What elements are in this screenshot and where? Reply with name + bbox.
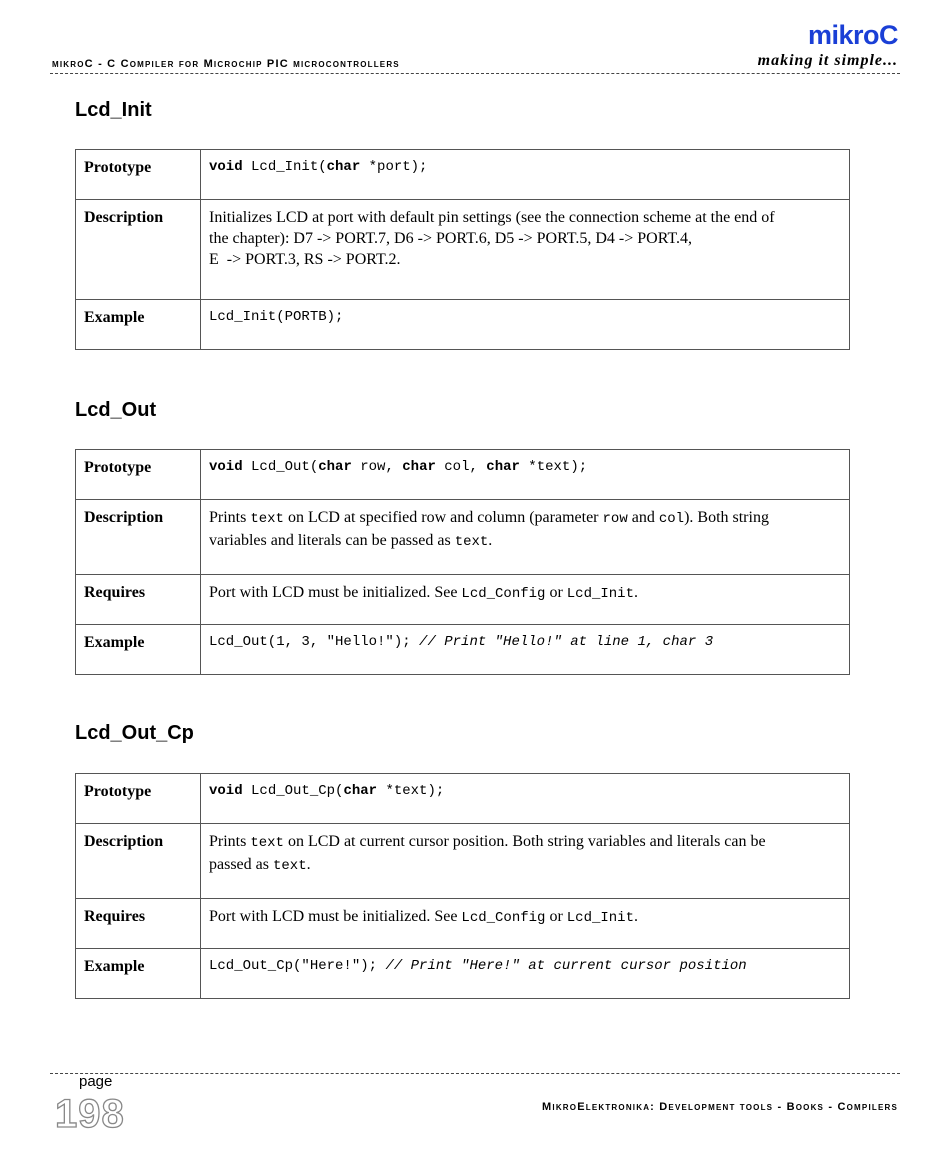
description-label: Description [76, 824, 201, 899]
lcd-init-table [75, 149, 850, 350]
table-row [76, 774, 850, 824]
example-label: Example [76, 300, 201, 350]
tagline: making it simple... [757, 52, 898, 69]
requires-text: Port with LCD must be initialized. See Lcd_Config or Lcd_Init. [201, 575, 850, 625]
prototype-label: Prototype [76, 774, 201, 824]
section-title-lcd-out-cp: Lcd_Out_Cp [75, 722, 194, 744]
header-title: mikroC - C Compiler for Microchip PIC microcontrollers [52, 58, 400, 70]
example-label: Example [76, 949, 201, 999]
description-text: Initializes LCD at port with default pin settings (see the connection scheme at the end of the chapter): D7 -> PORT.7, D6 -> PORT.6, D5 -> PORT.5, D4 -> PORT.4, E -> PORT.3, RS -> PORT.2. [201, 200, 850, 300]
example-code: Lcd_Out_Cp("Here!"); // Print "Here!" at current cursor position [201, 949, 850, 999]
description-label: Description [76, 500, 201, 575]
prototype-label: Prototype [76, 450, 201, 500]
prototype-code: void Lcd_Out(char row, char col, char *text); [201, 450, 850, 500]
section-title-lcd-out: Lcd_Out [75, 399, 157, 421]
table-row [76, 824, 850, 899]
table-row [76, 575, 850, 625]
table-row [76, 300, 850, 350]
table-row [76, 899, 850, 949]
example-code: Lcd_Init(PORTB); [201, 300, 850, 350]
prototype-label: Prototype [76, 150, 201, 200]
prototype-code: void Lcd_Out_Cp(char *text); [201, 774, 850, 824]
example-label: Example [76, 625, 201, 675]
header-divider [50, 73, 900, 74]
table-row [76, 625, 850, 675]
publisher-text: MikroElektronika: Development tools - Books - Compilers [542, 1101, 898, 1113]
requires-label: Requires [76, 575, 201, 625]
section-title-lcd-init: Lcd_Init [75, 99, 152, 121]
table-row [76, 450, 850, 500]
example-code: Lcd_Out(1, 3, "Hello!"); // Print "Hello!" at line 1, char 3 [201, 625, 850, 675]
description-text: Prints text on LCD at current cursor position. Both string variables and literals can be passed as text. [201, 824, 850, 899]
table-row [76, 150, 850, 200]
page-number: 198 [55, 1092, 125, 1136]
prototype-code: void Lcd_Init(char *port); [201, 150, 850, 200]
table-row [76, 500, 850, 575]
table-row [76, 200, 850, 300]
lcd-out-cp-table [75, 773, 850, 999]
requires-text: Port with LCD must be initialized. See Lcd_Config or Lcd_Init. [201, 899, 850, 949]
footer-divider [50, 1073, 900, 1074]
code-comment: // Print "Hello!" at line 1, char 3 [419, 634, 714, 650]
page-label: page [79, 1073, 113, 1090]
description-text: Prints text on LCD at specified row and column (parameter row and col). Both string variables and literals can be passed as text. [201, 500, 850, 575]
lcd-out-table [75, 449, 850, 675]
table-row [76, 949, 850, 999]
code-comment: // Print "Here!" at current cursor position [385, 958, 747, 974]
requires-label: Requires [76, 899, 201, 949]
mikroc-logo: mikroC [807, 20, 898, 50]
description-label: Description [76, 200, 201, 300]
